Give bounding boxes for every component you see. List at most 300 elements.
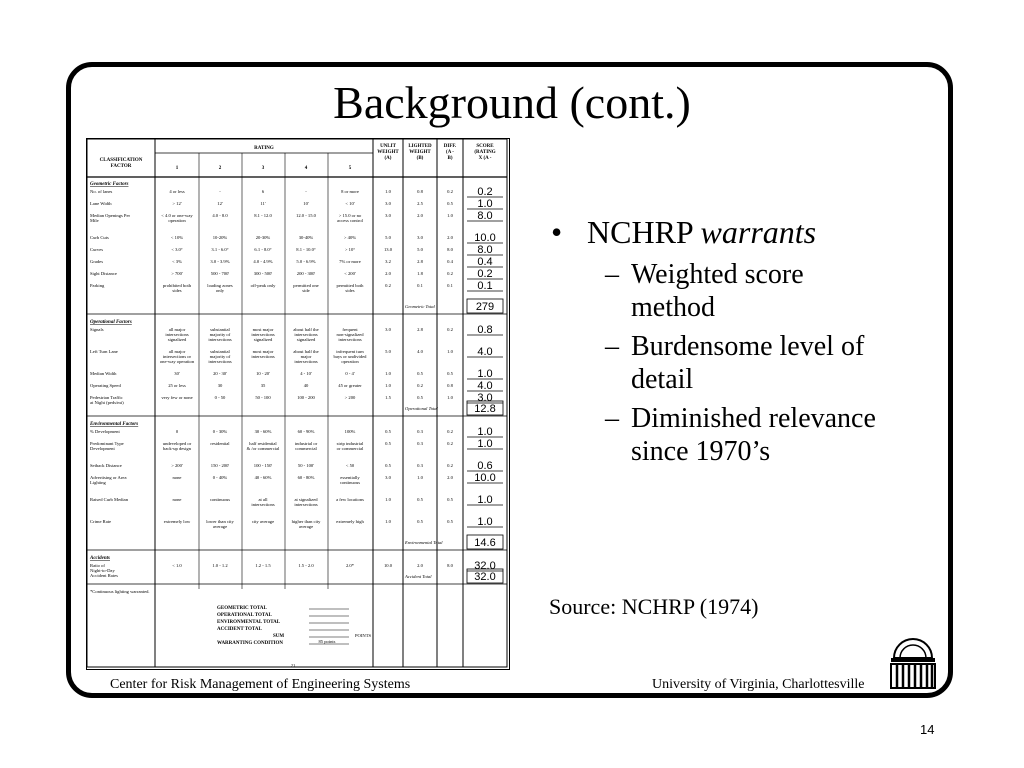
- header-rating-col: 2: [218, 166, 222, 171]
- row-rating-cell: a few locations: [336, 497, 364, 502]
- table-footnote: *Continuous lighting warranted.: [90, 589, 150, 594]
- warrant-form-scan: [86, 138, 510, 670]
- row-rating-cell: 30: [217, 383, 223, 388]
- row-rating-cell: 300 - 500': [253, 271, 273, 276]
- row-score: 0.1: [477, 280, 493, 292]
- row-rating-cell: majority of: [209, 354, 231, 359]
- row-rating-cell: > 12': [172, 201, 182, 206]
- sub-bullet-2: [551, 330, 951, 396]
- row-rating-cell: strip industrial: [336, 441, 364, 446]
- summary-label: ACCIDENT TOTAL: [217, 627, 262, 632]
- row-unlit-weight: 10.0: [383, 563, 393, 568]
- row-rating-cell: substantial: [210, 349, 230, 354]
- row-unlit-weight: 0.2: [385, 283, 391, 288]
- row-score: 0.2: [477, 186, 493, 198]
- row-rating-cell: 3.1 - 6.0°: [211, 247, 229, 252]
- header-score: (RATING: [474, 150, 496, 155]
- row-lighted-weight: 1.0: [417, 475, 423, 480]
- row-factor: Median Width: [90, 371, 117, 376]
- row-rating-cell: essentially: [340, 475, 360, 480]
- row-rating-cell: < 3%: [172, 259, 182, 264]
- row-rating-cell: 150 - 200': [210, 463, 230, 468]
- header-lighted-weight: (B): [416, 156, 424, 161]
- rotunda-logo-icon: [888, 636, 938, 692]
- row-rating-cell: off-peak only: [250, 283, 276, 288]
- row-unlit-weight: 0.5: [385, 441, 391, 446]
- row-score: 10.0: [474, 472, 496, 484]
- row-factor: Left Turn Lane: [90, 349, 118, 354]
- row-diff: 0.5: [447, 497, 453, 502]
- row-rating-cell: 12': [217, 201, 223, 206]
- header-rating-col: 3: [261, 166, 265, 171]
- row-rating-cell: very few or none: [161, 395, 193, 400]
- row-rating-cell: intersections or: [162, 354, 192, 359]
- row-unlit-weight: 2.0: [385, 271, 391, 276]
- row-lighted-weight: 0.1: [417, 283, 423, 288]
- section-heading: Accidents: [90, 556, 110, 561]
- row-rating-cell: 200 - 300': [296, 271, 316, 276]
- row-score: 8.0: [477, 210, 493, 222]
- row-rating-cell: 8 or more: [341, 189, 359, 194]
- row-rating-cell: continuous: [339, 480, 361, 485]
- row-unlit-weight: 1.5: [385, 395, 391, 400]
- warrant-form-table: [87, 139, 509, 669]
- row-rating-cell: sides: [345, 288, 355, 293]
- row-rating-cell: 1.2 - 1.5: [255, 563, 271, 568]
- row-rating-cell: operation: [341, 359, 359, 364]
- row-lighted-weight: 1.8: [417, 271, 423, 276]
- row-rating-cell: signalized: [253, 337, 273, 342]
- row-lighted-weight: 0.5: [417, 371, 423, 376]
- row-rating-cell: operation: [168, 218, 186, 223]
- row-rating-cell: 40: [303, 383, 309, 388]
- row-rating-cell: industrial or: [294, 441, 318, 446]
- header-unlit-weight: UNLIT: [380, 144, 396, 149]
- section-total-score: 279: [475, 301, 495, 313]
- row-rating-cell: 0 - 40%: [212, 475, 228, 480]
- row-rating-cell: lower than city: [206, 519, 234, 524]
- row-diff: 8.0: [447, 563, 453, 568]
- summary-warrant-value: 85 points: [318, 639, 336, 644]
- row-rating-cell: 2.0*: [345, 563, 355, 568]
- row-rating-cell: all major: [168, 349, 186, 354]
- header-rating: RATING: [254, 146, 274, 151]
- row-diff: 0.2: [447, 327, 453, 332]
- row-unlit-weight: 3.0: [385, 213, 391, 218]
- summary-label: SUM: [273, 634, 285, 639]
- row-factor: Accident Rates: [90, 573, 118, 578]
- row-rating-cell: < 3.0°: [171, 247, 183, 252]
- row-lighted-weight: 0.3: [417, 463, 423, 468]
- sub-bullet-3-line2: since 1970’s: [631, 436, 771, 467]
- row-rating-cell: sides: [172, 288, 182, 293]
- row-unlit-weight: 1.0: [385, 189, 391, 194]
- row-score: 1.0: [477, 426, 493, 438]
- row-factor: Predominant Type: [90, 441, 124, 446]
- row-factor: Setback Distance: [90, 463, 122, 468]
- row-factor: Curves: [90, 247, 104, 252]
- row-diff: 1.0: [447, 395, 453, 400]
- row-rating-cell: intersections: [251, 502, 275, 507]
- row-factor: Lane Width: [90, 201, 112, 206]
- row-score: 1.0: [477, 438, 493, 450]
- source-citation: Source: NCHRP (1974): [549, 594, 759, 619]
- row-rating-cell: 6: [261, 189, 265, 194]
- row-rating-cell: 5.0 - 6.9%: [296, 259, 316, 264]
- row-lighted-weight: 0.3: [417, 429, 423, 434]
- row-diff: 0.2: [447, 189, 453, 194]
- row-rating-cell: intersections: [251, 354, 275, 359]
- scan-page-mark: 21: [290, 663, 296, 668]
- row-lighted-weight: 0.8: [417, 189, 423, 194]
- row-rating-cell: bays or undivided: [333, 354, 367, 359]
- row-factor: Signals: [90, 327, 104, 332]
- row-unlit-weight: 0.5: [385, 463, 391, 468]
- bullet-dot-icon: •: [551, 214, 563, 250]
- header-diff: (A -: [446, 150, 454, 155]
- summary-label: OPERATIONAL TOTAL: [217, 613, 272, 618]
- row-rating-cell: average: [298, 524, 314, 529]
- row-factor: Sight Distance: [90, 271, 117, 276]
- row-unlit-weight: 3.2: [385, 259, 391, 264]
- row-rating-cell: extremely low: [163, 519, 191, 524]
- row-rating-cell: 500 - 700': [210, 271, 230, 276]
- row-rating-cell: at signalized: [294, 497, 318, 502]
- row-rating-cell: majority of: [209, 332, 231, 337]
- row-factor: Development: [90, 446, 115, 451]
- row-rating-cell: extremely high: [336, 519, 364, 524]
- row-rating-cell: major: [300, 354, 312, 359]
- row-rating-cell: 4 - 10': [300, 371, 312, 376]
- row-rating-cell: access control: [337, 218, 363, 223]
- row-rating-cell: undeveloped or: [162, 441, 192, 446]
- row-rating-cell: < 10': [345, 201, 355, 206]
- row-rating-cell: substantial: [210, 327, 230, 332]
- row-rating-cell: intersections: [294, 502, 318, 507]
- row-rating-cell: 0: [175, 429, 179, 434]
- row-factor: Lighting: [90, 480, 106, 485]
- row-rating-cell: 0 - 4': [345, 371, 355, 376]
- row-rating-cell: 100 - 150': [253, 463, 273, 468]
- row-rating-cell: 10': [303, 201, 309, 206]
- row-rating-cell: 4.0 - 4.9%: [253, 259, 273, 264]
- row-score: 0.8: [477, 324, 493, 336]
- row-rating-cell: -: [219, 189, 221, 194]
- row-unlit-weight: 1.0: [385, 371, 391, 376]
- row-lighted-weight: 3.0: [417, 235, 423, 240]
- row-score: 3.0: [477, 392, 493, 404]
- summary-label: ENVIRONMENTAL TOTAL: [217, 620, 281, 625]
- summary-label: WARRANTING CONDITION: [217, 641, 283, 646]
- row-lighted-weight: 0.5: [417, 497, 423, 502]
- header-diff: B): [447, 156, 453, 161]
- row-rating-cell: 20 - 30': [213, 371, 227, 376]
- header-classification: CLASSIFICATION: [99, 158, 143, 163]
- row-score: 1.0: [477, 368, 493, 380]
- row-rating-cell: commercial: [295, 446, 317, 451]
- row-rating-cell: back-up design: [163, 446, 191, 451]
- row-rating-cell: loading zones: [207, 283, 233, 288]
- row-diff: 1.0: [447, 213, 453, 218]
- section-total-label: Accident Total: [405, 574, 432, 579]
- row-rating-cell: 30-40%: [298, 235, 314, 240]
- row-rating-cell: < 50: [345, 463, 355, 468]
- row-rating-cell: signalized: [167, 337, 187, 342]
- table-border: [87, 139, 507, 667]
- row-rating-cell: 7% or more: [339, 259, 361, 264]
- slide-title: Background (cont.): [333, 77, 691, 128]
- row-rating-cell: permitted both: [336, 283, 364, 288]
- bullet-main-text: NCHRP: [587, 214, 701, 250]
- row-rating-cell: 100 - 200: [297, 395, 315, 400]
- row-rating-cell: none: [172, 475, 182, 480]
- sub-bullet-1-line2: method: [631, 292, 715, 323]
- row-unlit-weight: 1.0: [385, 497, 391, 502]
- row-factor: Operating Speed: [90, 383, 121, 388]
- row-rating-cell: non-signalized: [336, 332, 364, 337]
- bullet-main: [551, 212, 951, 252]
- row-rating-cell: 45 or greater: [338, 383, 362, 388]
- row-rating-cell: < 1.0: [172, 563, 182, 568]
- row-rating-cell: all major: [168, 327, 186, 332]
- row-rating-cell: 30 - 60%: [254, 429, 272, 434]
- sub-bullet-2-line1: Burdensome level of: [631, 331, 865, 362]
- sub-bullet-1: [551, 258, 951, 324]
- bullet-list: [551, 212, 951, 468]
- row-rating-cell: higher than city: [291, 519, 321, 524]
- row-diff: 0.2: [447, 463, 453, 468]
- sub-bullet-3: [551, 402, 951, 468]
- row-lighted-weight: 0.5: [417, 395, 423, 400]
- row-rating-cell: signalized: [296, 337, 316, 342]
- row-rating-cell: > 700': [171, 271, 183, 276]
- section-heading: Operational Factors: [90, 320, 132, 325]
- page-number: 14: [920, 722, 935, 737]
- row-diff: 0.5: [447, 371, 453, 376]
- section-heading: Environmental Factors: [90, 422, 139, 427]
- header-rating-col: 4: [304, 166, 308, 171]
- row-rating-cell: 60 - 90%: [297, 429, 315, 434]
- row-score: 8.0: [477, 244, 493, 256]
- row-rating-cell: intersections: [251, 332, 275, 337]
- row-rating-cell: intersections: [165, 332, 189, 337]
- row-diff: 0.5: [447, 519, 453, 524]
- row-rating-cell: > 40%: [343, 235, 357, 240]
- row-rating-cell: > 200: [344, 395, 356, 400]
- header-score: X (A -: [478, 156, 492, 161]
- row-rating-cell: prohibited both: [162, 283, 192, 288]
- sub-bullet-3-line1: Diminished relevance: [631, 403, 876, 434]
- row-rating-cell: 40 - 60%: [254, 475, 272, 480]
- row-rating-cell: about half the: [293, 349, 319, 354]
- row-unlit-weight: 0.5: [385, 429, 391, 434]
- row-rating-cell: average: [212, 524, 228, 529]
- row-rating-cell: 1.0 - 1.2: [212, 563, 228, 568]
- row-lighted-weight: 5.0: [417, 247, 423, 252]
- row-rating-cell: 6.1 - 8.0°: [254, 247, 272, 252]
- row-unlit-weight: 1.0: [385, 383, 391, 388]
- row-lighted-weight: 4.0: [417, 349, 423, 354]
- dash-icon: –: [605, 403, 619, 434]
- row-factor: Parking: [90, 283, 105, 288]
- sub-bullet-1-line1: Weighted score: [631, 259, 804, 290]
- section-total-label: Environmental Total: [405, 540, 443, 545]
- row-rating-cell: & /or commercial: [246, 446, 280, 451]
- footer-organization: Center for Risk Management of Engineering Systems: [110, 677, 411, 692]
- row-rating-cell: > 15.0 or no: [338, 213, 362, 218]
- row-rating-cell: at all: [258, 497, 268, 502]
- row-rating-cell: < 4.0 or one-way: [161, 213, 193, 218]
- row-rating-cell: 8.1 - 12.0: [254, 213, 272, 218]
- row-unlit-weight: 5.0: [385, 235, 391, 240]
- row-factor: at Night (peds/mi): [90, 400, 124, 405]
- row-diff: 0.5: [447, 201, 453, 206]
- section-total-score: 14.6: [474, 537, 496, 549]
- summary-points-label: POINTS: [355, 633, 372, 638]
- header-unlit-weight: WEIGHT: [377, 150, 399, 155]
- row-diff: 2.0: [447, 475, 453, 480]
- header-diff: DIFF.: [443, 144, 457, 149]
- row-diff: 0.2: [447, 441, 453, 446]
- row-lighted-weight: 2.8: [417, 327, 423, 332]
- row-diff: 0.2: [447, 429, 453, 434]
- row-factor: Mile: [90, 218, 99, 223]
- row-rating-cell: most major: [252, 327, 274, 332]
- row-rating-cell: continuous: [209, 497, 231, 502]
- row-rating-cell: 100%: [344, 429, 356, 434]
- row-score: 1.0: [477, 494, 493, 506]
- row-rating-cell: or commercial: [336, 446, 364, 451]
- row-rating-cell: 4.0 - 8.0: [212, 213, 228, 218]
- row-factor: Grades: [90, 259, 104, 264]
- row-rating-cell: infrequent turn: [336, 349, 364, 354]
- row-unlit-weight: 3.0: [385, 327, 391, 332]
- row-score: 1.0: [477, 198, 493, 210]
- row-rating-cell: 8.1 - 10.0°: [296, 247, 316, 252]
- row-rating-cell: 12.0 - 15.0: [296, 213, 316, 218]
- row-factor: Ratio of: [90, 563, 105, 568]
- section-total-label: Geometric Total: [405, 304, 435, 309]
- row-rating-cell: 60 - 80%: [297, 475, 315, 480]
- row-factor: % Development: [90, 429, 120, 434]
- row-rating-cell: city average: [251, 519, 275, 524]
- footer-university: University of Virginia, Charlottesville: [652, 677, 865, 692]
- row-rating-cell: < 200': [344, 271, 356, 276]
- row-unlit-weight: 3.0: [385, 201, 391, 206]
- row-rating-cell: most major: [252, 349, 274, 354]
- row-lighted-weight: 0.3: [417, 441, 423, 446]
- row-rating-cell: 35: [260, 383, 266, 388]
- row-rating-cell: 10 - 20': [256, 371, 270, 376]
- row-rating-cell: half residential: [249, 441, 277, 446]
- row-lighted-weight: 0.2: [417, 383, 423, 388]
- row-rating-cell: 30': [174, 371, 180, 376]
- row-score: 1.0: [477, 516, 493, 528]
- row-factor: Crime Rate: [90, 519, 112, 524]
- row-rating-cell: permitted one: [293, 283, 319, 288]
- row-factor: Curb Cuts: [90, 235, 109, 240]
- row-rating-cell: none: [172, 497, 182, 502]
- row-score: 32.0: [474, 560, 496, 572]
- dash-icon: –: [605, 259, 619, 290]
- row-rating-cell: 0 - 30%: [212, 429, 228, 434]
- row-rating-cell: 25 or less: [168, 383, 186, 388]
- row-lighted-weight: 2.0: [417, 213, 423, 218]
- header-classification: FACTOR: [110, 164, 132, 169]
- row-score: 4.0: [477, 380, 493, 392]
- row-factor: Median Openings Per: [90, 213, 131, 218]
- section-total-label: Operational Total: [405, 406, 438, 411]
- header-score: SCORE: [476, 144, 494, 149]
- row-diff: 0.2: [447, 271, 453, 276]
- row-score: 0.4: [477, 256, 493, 268]
- row-diff: 0.8: [447, 383, 453, 388]
- summary-label: GEOMETRIC TOTAL: [217, 606, 267, 611]
- row-lighted-weight: 2.5: [417, 201, 423, 206]
- row-lighted-weight: 2.0: [417, 563, 423, 568]
- row-diff: 0.4: [447, 259, 453, 264]
- row-unlit-weight: 1.0: [385, 519, 391, 524]
- section-heading: Geometric Factors: [90, 182, 129, 187]
- row-rating-cell: intersections: [294, 332, 318, 337]
- header-unlit-weight: (A): [384, 156, 392, 161]
- row-rating-cell: > 10°: [344, 247, 356, 252]
- row-rating-cell: residential: [210, 441, 230, 446]
- row-rating-cell: 1.5 - 2.0: [298, 563, 314, 568]
- row-rating-cell: < 10%: [170, 235, 184, 240]
- row-diff: 0.1: [447, 283, 453, 288]
- row-diff: 1.0: [447, 349, 453, 354]
- row-score: 0.6: [477, 460, 493, 472]
- row-rating-cell: 4 or less: [169, 189, 185, 194]
- sub-bullet-2-line2: detail: [631, 364, 694, 395]
- dash-icon: –: [605, 331, 619, 362]
- row-factor: Night-to-Day: [90, 568, 115, 573]
- header-lighted-weight: LIGHTED: [408, 144, 432, 149]
- row-rating-cell: intersections: [338, 337, 362, 342]
- row-lighted-weight: 2.8: [417, 259, 423, 264]
- row-score: 10.0: [474, 232, 496, 244]
- row-score: 0.2: [477, 268, 493, 280]
- section-total-score: 32.0: [474, 571, 496, 583]
- row-rating-cell: intersections: [208, 337, 232, 342]
- row-rating-cell: -: [305, 189, 307, 194]
- row-rating-cell: about half the: [293, 327, 319, 332]
- row-diff: 2.0: [447, 235, 453, 240]
- row-rating-cell: intersections: [208, 359, 232, 364]
- row-factor: Pedestrian Traffic: [90, 395, 123, 400]
- row-rating-cell: 50 - 100': [297, 463, 315, 468]
- row-factor: Raised Curb Median: [90, 497, 129, 502]
- row-rating-cell: one-way operation: [159, 359, 195, 364]
- header-rating-col: 5: [348, 166, 352, 171]
- header-rating-col: 1: [175, 166, 179, 171]
- row-rating-cell: side: [302, 288, 310, 293]
- row-rating-cell: 11': [260, 201, 266, 206]
- row-rating-cell: 20-30%: [255, 235, 271, 240]
- row-lighted-weight: 0.5: [417, 519, 423, 524]
- row-score: 4.0: [477, 346, 493, 358]
- row-rating-cell: only: [215, 288, 225, 293]
- row-rating-cell: intersections: [294, 359, 318, 364]
- row-rating-cell: 3.0 - 3.9%: [210, 259, 230, 264]
- row-factor: Advertising or Area: [90, 475, 127, 480]
- row-rating-cell: 0 - 50: [214, 395, 226, 400]
- row-unlit-weight: 3.0: [385, 475, 391, 480]
- row-rating-cell: 50 - 100: [255, 395, 271, 400]
- bullet-main-emphasis: warrants: [700, 214, 817, 250]
- row-rating-cell: > 200': [171, 463, 183, 468]
